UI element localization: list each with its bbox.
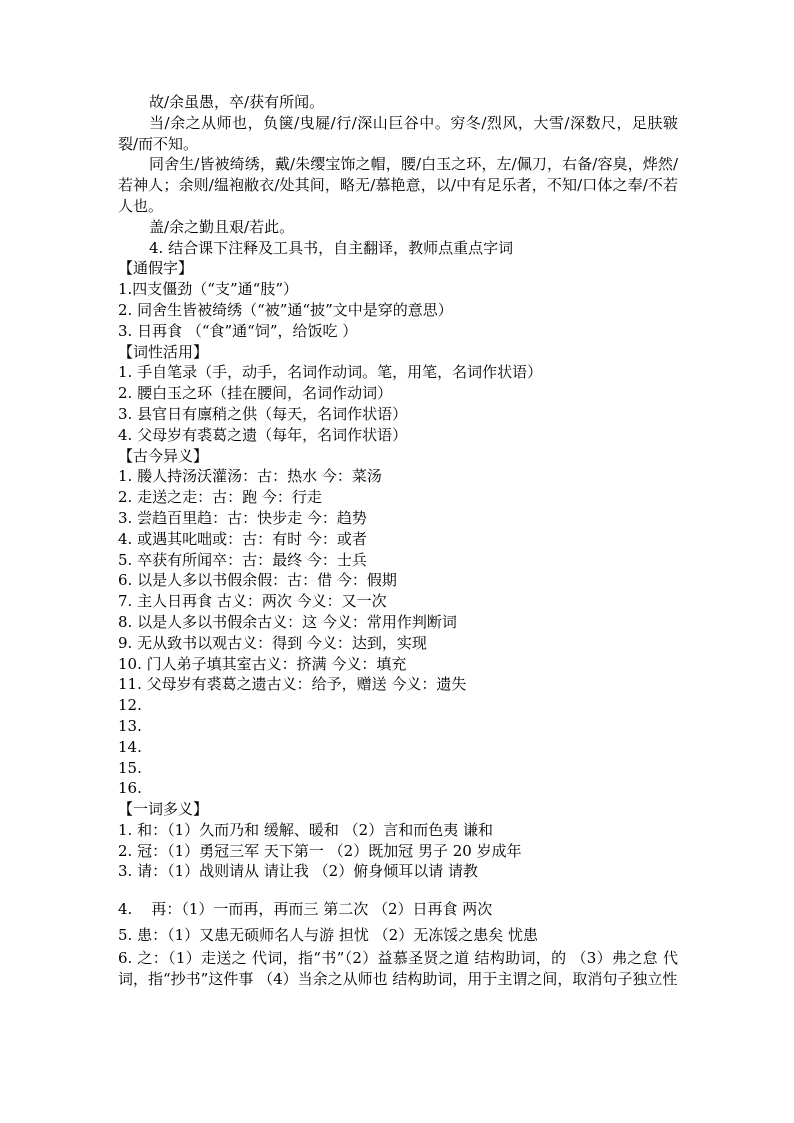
list-item: 4. 再：（1）一而再，再而三 第二次 （2）日再食 两次 — [118, 900, 493, 919]
list-item: 10. 门人弟子填其室古义：挤满 今义：填充 — [118, 654, 407, 673]
list-item: 5. 卒获有所闻卒：古：最终 今：士兵 — [118, 550, 367, 569]
section-title-yiciduoyi: 【一词多义】 — [118, 800, 209, 819]
document-body — [118, 92, 678, 990]
list-item: 6. 以是人多以书假余假：古：借 今：假期 — [118, 571, 397, 590]
section-title-cixing: 【词性活用】 — [118, 342, 209, 361]
list-item: 5. 患：（1）又患无硕师名人与游 担忧 （2）无冻馁之患矣 忧患 — [118, 926, 538, 945]
list-item: 2. 冠：（1）勇冠三军 天下第一 （2）既加冠 男子 20 岁成年 — [118, 841, 522, 860]
list-item: 1. 媵人持汤沃灌汤：古：热水 今：菜汤 — [118, 467, 382, 486]
passage-line: 盖/余之勤且艰/若此。 — [149, 217, 295, 236]
list-item: 2. 腰白玉之环（挂在腰间，名词作动词） — [118, 384, 393, 403]
list-item: 11. 父母岁有裘葛之遗古义：给予，赠送 今义：遗失 — [118, 675, 467, 694]
list-item: 1. 和：（1）久而乃和 缓解、暖和 （2）言和而色夷 谦和 — [118, 820, 493, 839]
list-item: 16. — [118, 779, 142, 798]
list-item: 14. — [118, 737, 142, 756]
list-item: 7. 主人日再食 古义：两次 今义：又一次 — [118, 592, 387, 611]
list-item: 6. 之：（1）走送之 代词，指“书”（2）益慕圣贤之道 结构助词，的 （3）弗之怠 代词，指“抄书”这件事 （4）当余之从师也 结构助词，用于主谓之间，取消句子独立性 — [118, 949, 678, 989]
list-item: 1.四支僵劲（“支”通“肢”） — [118, 280, 298, 299]
list-item: 4. 父母岁有裘葛之遗（每年，名词作状语） — [118, 425, 408, 444]
list-item: 13. — [118, 716, 142, 735]
blank-line — [118, 882, 678, 896]
list-item: 15. — [118, 758, 142, 777]
instruction-line: 4. 结合课下注释及工具书，自主翻译，教师点重点字词 — [149, 238, 514, 257]
list-item: 4. 或遇其叱咄或：古：有时 今：或者 — [118, 529, 367, 548]
passage-line: 同舍生/皆被绮绣，戴/朱缨宝饰之帽，腰/白玉之环，左/佩刀，右备/容臭，烨然/若神人；余则/缊袍敝衣/处其间，略无/慕艳意，以/中有足乐者，不知/口体之奉/不若人也。 — [118, 155, 678, 215]
list-item: 9. 无从致书以观古义：得到 今义：达到，实现 — [118, 633, 427, 652]
section-title-gujin: 【古今异义】 — [118, 446, 209, 465]
list-item: 1. 手自笔录（手，动手，名词作动词。笔，用笔，名词作状语） — [118, 363, 543, 382]
list-item: 2. 走送之走：古：跑 今：行走 — [118, 488, 322, 507]
passage-line: 当/余之从师也，负箧/曳屣/行/深山巨谷中。穷冬/烈风，大雪/深数尺，足肤皲裂/而不知。 — [118, 113, 678, 153]
list-item: 3. 请：（1）战则请从 请让我 （2）俯身倾耳以请 请教 — [118, 862, 478, 881]
passage-line: 故/余虽愚，卒/获有所闻。 — [149, 93, 325, 111]
list-item: 3. 县官日有廪稍之供（每天，名词作状语） — [118, 404, 408, 423]
list-item: 8. 以是人多以书假余古义：这 今义：常用作判断词 — [118, 612, 457, 631]
list-item: 3. 日再食 （“食”通“饲”，给饭吃 ） — [118, 321, 358, 340]
list-item: 2. 同舍生皆被绮绣（“被”通“披”文中是穿的意思） — [118, 300, 453, 319]
list-item: 3. 尝趋百里趋：古：快步走 今：趋势 — [118, 508, 367, 527]
section-title-tongjiazi: 【通假字】 — [118, 259, 194, 278]
list-item: 12. — [118, 696, 142, 715]
